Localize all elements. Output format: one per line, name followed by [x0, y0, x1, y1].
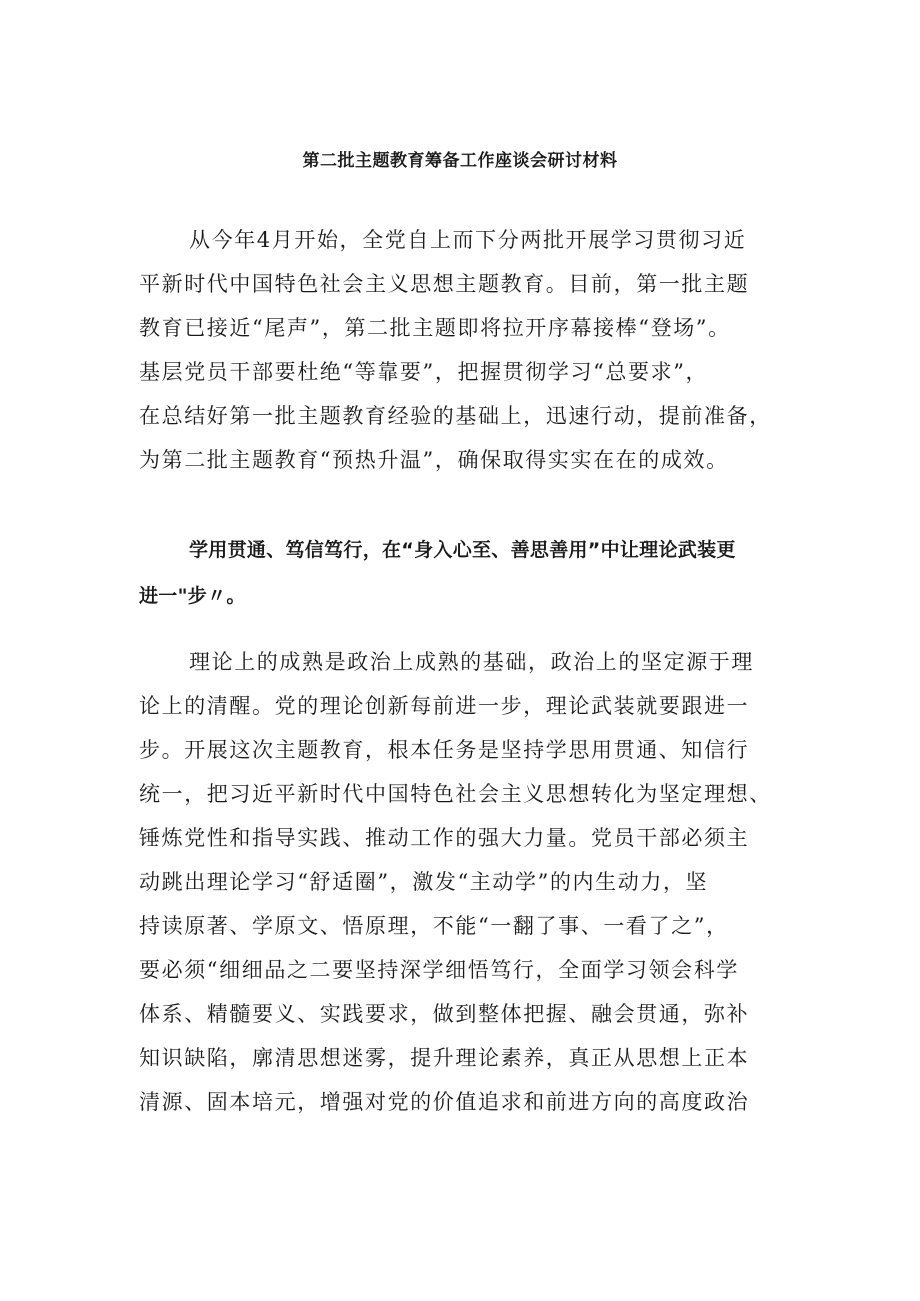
paragraph-2-line-2: 论上的清醒。党的理论创新每前进一步，理论武装就要跟进一 — [139, 694, 750, 718]
paragraph-1-line-2: 平新时代中国特色社会主义思想主题教育。目前，第一批主题 — [139, 272, 750, 296]
paragraph-2-line-8: 要必须“细细品之二要坚持深学细悟笃行，全面学习领会科学 — [139, 958, 739, 982]
document-title: 第二批主题教育筹备工作座谈会研讨材料 — [302, 151, 618, 171]
paragraph-1-line-4: 基层党员干部要杜绝“等靠要”，把握贯彻学习“总要求”， — [139, 360, 709, 384]
paragraph-2-line-9: 体系、精髓要义、实践要求，做到整体把握、融会贯通，弥补 — [139, 1002, 750, 1026]
paragraph-2-line-3: 步。开展这次主题教育，根本任务是坚持学思用贯通、知信行 — [139, 738, 750, 762]
paragraph-1-line-1: 从今年4月开始，全党自上而下分两批开展学习贯彻习近 — [189, 228, 747, 252]
paragraph-2-line-11: 清源、固本培元，增强对党的价值追求和前进方向的高度政治 — [139, 1090, 750, 1114]
paragraph-2-line-6: 动跳出理论学习“舒适圈”，激发“主动学”的内生动力，坚 — [139, 870, 709, 894]
paragraph-2-line-5: 锤炼党性和指导实践、推动工作的强大力量。党员干部必须主 — [139, 826, 750, 850]
paragraph-2-line-4: 统一，把习近平新时代中国特色社会主义思想转化为坚定理想、 — [139, 782, 772, 806]
paragraph-1-line-5: 在总结好第一批主题教育经验的基础上，迅速行动，提前准备， — [139, 404, 772, 428]
section-heading-line-1: 学用贯通、笃信笃行，在“身入心至、善思善用”中让理论武装更 — [189, 539, 736, 561]
section-heading-line-2: 进一"步〃。 — [139, 585, 246, 607]
paragraph-2-line-10: 知识缺陷，廓清思想迷雾，提升理论素养，真正从思想上正本 — [139, 1046, 750, 1070]
paragraph-2-line-7: 持读原著、学原文、悟原理，不能“一翻了事、一看了之”， — [139, 914, 729, 938]
paragraph-2-line-1: 理论上的成熟是政治上成熟的基础，政治上的坚定源于理 — [189, 650, 754, 674]
paragraph-1-line-3: 教育已接近“尾声”，第二批主题即将拉开序幕接棒“登场”。 — [139, 316, 731, 340]
paragraph-1-line-6: 为第二批主题教育“预热升温”，确保取得实实在在的成效。 — [139, 448, 729, 472]
